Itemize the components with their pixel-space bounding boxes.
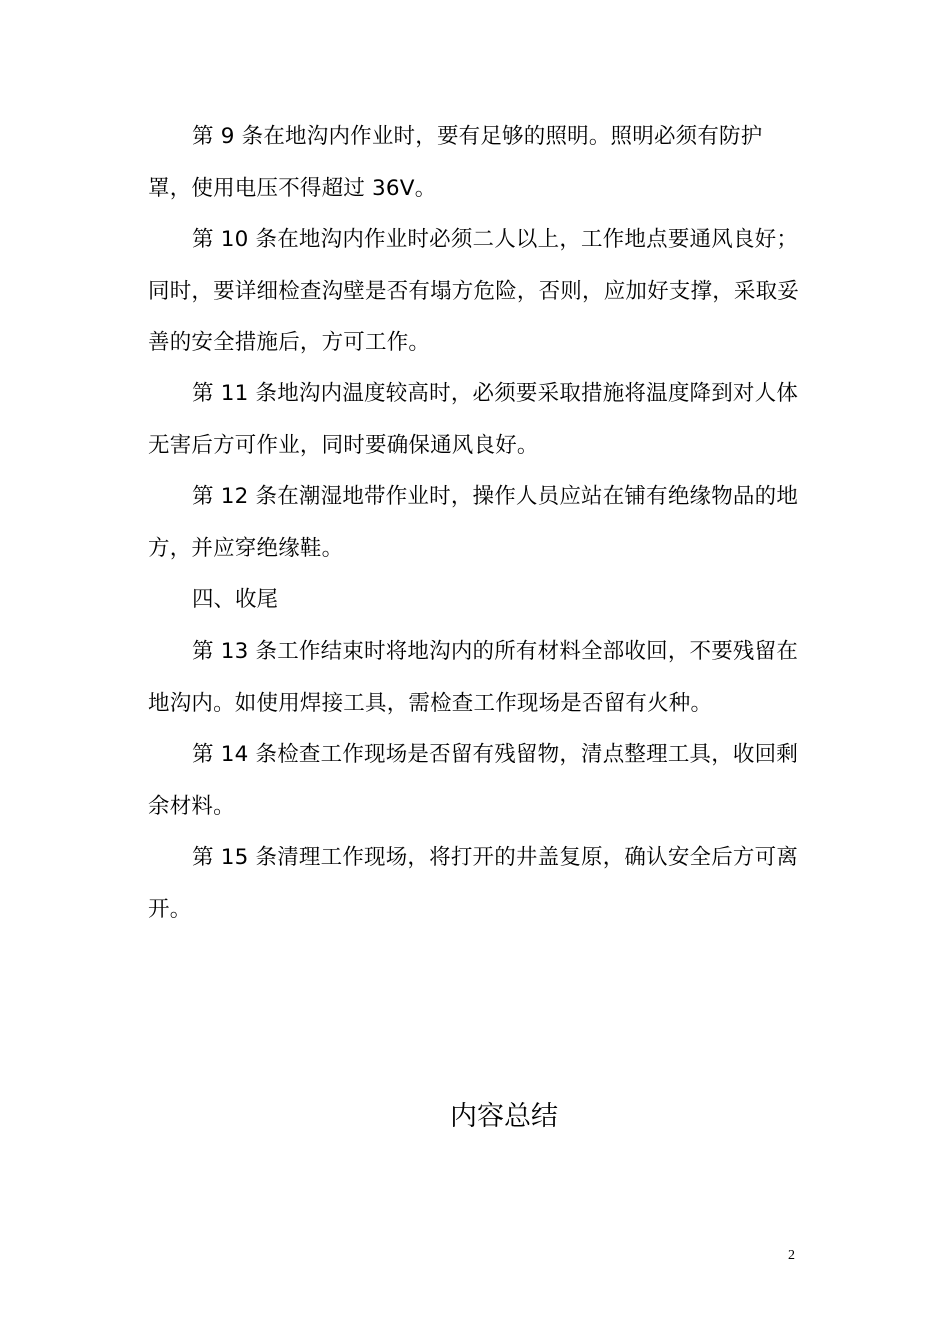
- paragraph-article-15: 第 15 条清理工作现场，将打开的井盖复原，确认安全后方可离开。: [148, 845, 799, 922]
- page-number: 2: [788, 1248, 795, 1263]
- paragraph-article-12: 第 12 条在潮湿地带作业时，操作人员应站在铺有绝缘物品的地方，并应穿绝缘鞋。: [148, 484, 799, 561]
- summary-title: 内容总结: [450, 1101, 558, 1132]
- paragraph-article-14: 第 14 条检查工作现场是否留有残留物，清点整理工具，收回剩余材料。: [148, 742, 799, 819]
- section-heading: 四、收尾: [192, 587, 279, 612]
- paragraph-article-13: 第 13 条工作结束时将地沟内的所有材料全部收回，不要残留在地沟内。如使用焊接工具，需检查工作现场是否留有火种。: [148, 639, 799, 716]
- paragraph-article-11: 第 11 条地沟内温度较高时，必须要采取措施将温度降到对人体无害后方可作业，同时要确保通风良好。: [148, 381, 799, 458]
- paragraph-article-10: 第 10 条在地沟内作业时必须二人以上，工作地点要通风良好；同时，要详细检查沟壁是否有塌方危险，否则，应加好支撑，采取妥善的安全措施后，方可工作。: [148, 227, 800, 355]
- paragraph-article-9: 第 9 条在地沟内作业时，要有足够的照明。照明必须有防护罩，使用电压不得超过 36V。: [148, 124, 763, 201]
